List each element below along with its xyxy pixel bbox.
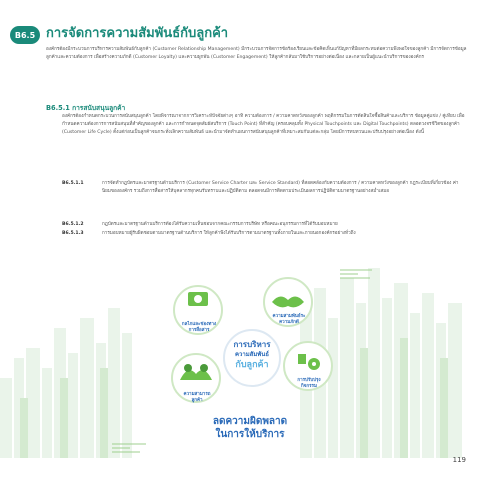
section-heading: B6.5.1 การสนับสนุนลูกค้า bbox=[46, 104, 126, 112]
list-item bbox=[62, 221, 466, 229]
page-title: การจัดการความสัมพันธ์กับลูกค้า bbox=[46, 26, 229, 41]
item-text: การจัดทำกฎบัตรและมาตรฐานด้านบริการ (Customer Service Charter และ Service Standard) ที่สอดคล้องกับความต้องการ / ความคาดหวังของลูกค้า กฎระเบียบที่เกี่ยวข้อง ค่านิยมขององค์กร รวมถึงการสื่อสารให้บุคลากรทุกคนรับทราบและปฏิบัติตาม ตลอดจนมีการติดตามประเมินผลการปฏิบัติตามมาตรฐานอย่างสม่ำเสมอ bbox=[102, 181, 459, 195]
gear-icon bbox=[298, 354, 306, 364]
intro-paragraph: องค์กรต้องมีกระบวนการบริหารความสัมพันธ์กับลูกค้า (Customer Relationship Management) มีกระบวนการจัดการข้อร้องเรียนและข้อคิดเห็นแก้ปัญหาที่มีผลกระทบต่อความพึงพอใจของลูกค้า มีการจัดการข้อมูลลูกค้าและความต้องการ เพื่อสร้างความภักดี (Customer Loyalty) และความผูกพัน (Customer Engagement) ให้ลูกค้ากลับมาใช้บริการอย่างต่อเนื่อง และกลายเป็นผู้แนะนำบริการขององค์กร bbox=[46, 47, 467, 61]
item-number: B6.5.1.1 bbox=[62, 181, 84, 186]
list-item bbox=[62, 180, 466, 196]
capability-label: ความสามารถ ลูกค้า bbox=[183, 392, 211, 403]
center-title-2: ความสัมพันธ์ bbox=[234, 351, 270, 358]
item-number: B6.5.1.2 bbox=[62, 222, 84, 227]
page-number: 119 bbox=[452, 456, 466, 464]
section-badge: B6.5 bbox=[10, 26, 40, 44]
list-item bbox=[62, 230, 466, 238]
center-title-3: กับลูกค้า bbox=[235, 360, 269, 370]
item-number: B6.5.1.3 bbox=[62, 231, 84, 236]
communication-label: กลไกและช่องทาง การสื่อสาร bbox=[181, 322, 217, 333]
section-body: องค์กรต้องกำหนดกระบวนการสนับสนุนลูกค้า โดยพิจารณาจากการวิเคราะห์ปัจจัยต่างๆ อาทิ ความต้องการ / ความคาดหวังของลูกค้า พฤติกรรมในการตัดสินใจซื้อสินค้าและบริการ ข้อมูลคู่แข่ง / คู่เทียบ เพื่อกำหนดความต้องการการสนับสนุนที่สำคัญของลูกค้า และการกำหนดจุดสัมผัสบริการ (Touch Point) ที่สำคัญ (ครอบคลุมทั้ง Physical Touchpoints และ Digital Touchpoints) ตลอดวงจรชีวิตของลูกค้า (Customer Life Cycle) ตั้งแต่ก่อนเป็นลูกค้าจนกระทั่งเลิกความสัมพันธ์ และนำมาจัดทำแผนการสนับสนุนลูกค้าที่เหมาะสมกับแต่ละกลุ่ม โดยมีการทบทวนและปรับปรุงอย่างต่อเนื่อง ดังนี้ bbox=[62, 114, 465, 136]
loyalty-label: ความสามพันธ์ระ ความภักดี bbox=[272, 314, 306, 325]
center-title-1: การบริหาร bbox=[233, 340, 271, 349]
bottom-title-2: ในการให้บริการ bbox=[215, 429, 285, 440]
improvement-label: การปรับปรุง กิจกรรม bbox=[297, 378, 321, 389]
item-text: กฎบัตรและมาตรฐานด้านบริการต้องได้รับความเห็นชอบจากคณะกรรมการบริษัท หรือคณะอนุกรรมการที่ได้รับมอบหมาย bbox=[102, 222, 338, 227]
bottom-title-1: ลดความผิดพลาด bbox=[212, 416, 288, 427]
item-text: การมอบหมายผู้รับผิดชอบตามมาตรฐานด้านบริการ ให้ลูกค้าพึงได้รับบริการตามมาตรฐานทั้งภายในและภายนอกองค์กรอย่างทั่วถึง bbox=[102, 231, 356, 236]
